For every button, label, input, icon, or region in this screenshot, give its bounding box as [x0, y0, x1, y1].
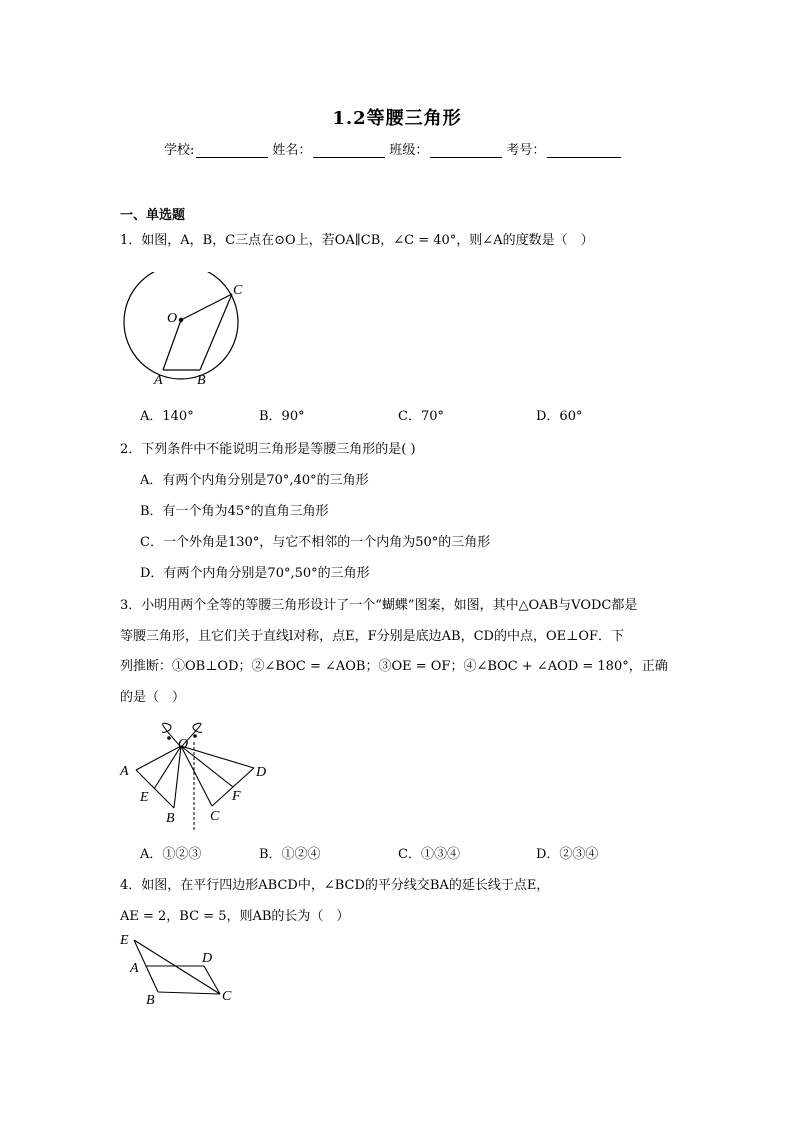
- segment-of: [181, 746, 233, 787]
- circle-o: [124, 272, 238, 379]
- label-d: D: [256, 765, 267, 780]
- student-info-row: [164, 139, 625, 158]
- q2-option-a: A．有两个内角分别是70°,40°的三角形: [140, 473, 369, 488]
- label-b: B: [166, 811, 175, 826]
- segment-oc: [181, 294, 232, 320]
- segment-bc: [158, 992, 220, 994]
- label-a: A: [120, 764, 129, 779]
- label-c: C: [222, 989, 232, 1004]
- label-b: B: [146, 993, 155, 1008]
- label-c: C: [210, 809, 220, 824]
- segment-bc: [200, 294, 232, 370]
- number-label: 考号：: [506, 143, 546, 158]
- segment-oc: [181, 746, 212, 806]
- label-e: E: [120, 933, 129, 948]
- class-blank: [430, 143, 502, 158]
- q2-option-c: C．一个外角是130°，与它不相邻的一个内角为50°的三角形: [140, 535, 491, 550]
- q2-option-b: B．有一个角为45°的直角三角形: [140, 504, 329, 519]
- segment-oa: [163, 320, 181, 370]
- q1-option-a: A．140°: [140, 409, 194, 424]
- center-point: [179, 318, 183, 322]
- question-2-stem: 2．下列条件中不能说明三角形是等腰三角形的是( ): [120, 442, 416, 457]
- page-title: 1.2等腰三角形: [332, 108, 462, 129]
- label-b: B: [197, 373, 206, 388]
- number-blank: [547, 143, 621, 158]
- left-dot: [167, 736, 171, 740]
- q2-option-d: D．有两个内角分别是70°,50°的三角形: [140, 566, 370, 581]
- question-4-line-1: 4．如图，在平行四边形ABCD中，∠BCD的平分线交BA的延长线于点E，: [120, 878, 550, 893]
- class-label: 班级：: [389, 143, 429, 158]
- segment-dc: [204, 966, 220, 994]
- question-4-parallelogram-figure: [116, 928, 246, 1008]
- segment-oa: [136, 746, 181, 770]
- section-heading: 一、单选题: [120, 208, 186, 223]
- q1-option-c: C．70°: [398, 409, 444, 424]
- question-1-stem: 1．如图，A，B，C三点在⊙O上，若OA∥CB，∠C = 40°，则∠A的度数是（ ）: [120, 233, 594, 248]
- q1-option-b: B．90°: [259, 409, 305, 424]
- label-a: A: [130, 961, 139, 976]
- segment-od: [181, 746, 254, 768]
- label-d: D: [202, 951, 213, 966]
- question-4-line-2: AE = 2，BC = 5，则AB的长为（ ）: [120, 909, 350, 924]
- school-label: 学校:: [164, 143, 195, 158]
- question-1-figure: [118, 272, 258, 392]
- q3-option-d: D．②③④: [536, 847, 599, 862]
- q3-option-a: A．①②③: [140, 847, 202, 862]
- q1-option-d: D．60°: [536, 409, 583, 424]
- label-o: O: [167, 311, 178, 326]
- question-3-line-3: 列推断：①OB⊥OD；②∠BOC = ∠AOB；③OE = OF；④∠BOC + ∠AOD = 180°，正确: [120, 659, 668, 674]
- q3-option-c: C．①③④: [398, 847, 460, 862]
- school-blank: [196, 143, 268, 158]
- question-3-line-2: 等腰三角形，且它们关于直线l对称，点E，F分别是底边AB，CD的中点，OE⊥OF．下: [120, 629, 625, 644]
- label-e: E: [140, 790, 149, 805]
- label-c: C: [233, 283, 243, 298]
- question-3-line-4: 的是（ ）: [120, 690, 186, 705]
- name-label: 姓名：: [272, 143, 312, 158]
- label-a: A: [154, 373, 163, 388]
- q3-option-b: B．①②④: [259, 847, 321, 862]
- label-o: O: [178, 737, 189, 752]
- question-3-line-1: 3．小明用两个全等的等腰三角形设计了一个“蝴蝶”图案，如图，其中△OAB与VODC都是: [120, 598, 638, 613]
- label-f: F: [232, 789, 241, 804]
- name-blank: [313, 143, 385, 158]
- question-3-butterfly-figure: [116, 722, 276, 834]
- right-dot: [193, 734, 197, 738]
